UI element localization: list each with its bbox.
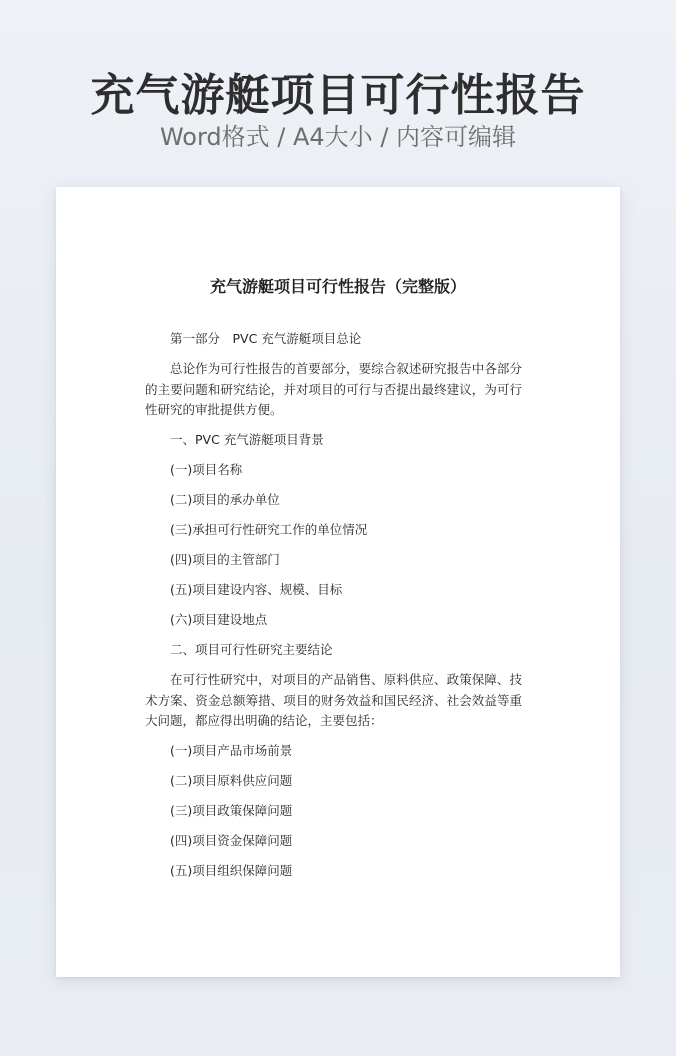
list-item: (四)项目的主管部门 — [170, 552, 280, 567]
part-heading: 第一部分 PVC 充气游艇项目总论 — [170, 331, 362, 346]
list-item: (四)项目资金保障问题 — [170, 833, 293, 848]
page-subtitle: Word格式 / A4大小 / 内容可编辑 — [159, 123, 517, 151]
document-title: 充气游艇项目可行性报告（完整版） — [209, 277, 466, 296]
list-item: (二)项目的承办单位 — [170, 492, 280, 507]
list-item: (一)项目产品市场前景 — [170, 743, 293, 758]
list-item: (二)项目原料供应问题 — [170, 773, 293, 788]
document-page — [56, 187, 620, 977]
conclusion-paragraph: 在可行性研究中，对项目的产品销售、原料供应、政策保障、技术方案、资金总额筹措、项目的财务效益和国民经济、社会效益等重大问题，都应得出明确的结论，主要包括： — [145, 672, 522, 728]
section-heading: 一、PVC 充气游艇项目背景 — [170, 432, 324, 447]
list-item: (五)项目建设内容、规模、目标 — [170, 582, 343, 597]
list-item: (三)项目政策保障问题 — [170, 803, 293, 818]
intro-paragraph: 总论作为可行性报告的首要部分，要综合叙述研究报告中各部分的主要问题和研究结论，并对项目的可行与否提出最终建议，为可行性研究的审批提供方便。 — [145, 361, 522, 417]
page-title: 充气游艇项目可行性报告 — [90, 70, 586, 121]
list-item: (五)项目组织保障问题 — [170, 863, 293, 878]
list-item: (六)项目建设地点 — [170, 612, 268, 627]
section-heading: 二、项目可行性研究主要结论 — [170, 642, 333, 657]
document-body — [145, 329, 522, 882]
list-item: (三)承担可行性研究工作的单位情况 — [170, 522, 368, 537]
list-item: (一)项目名称 — [170, 462, 243, 477]
